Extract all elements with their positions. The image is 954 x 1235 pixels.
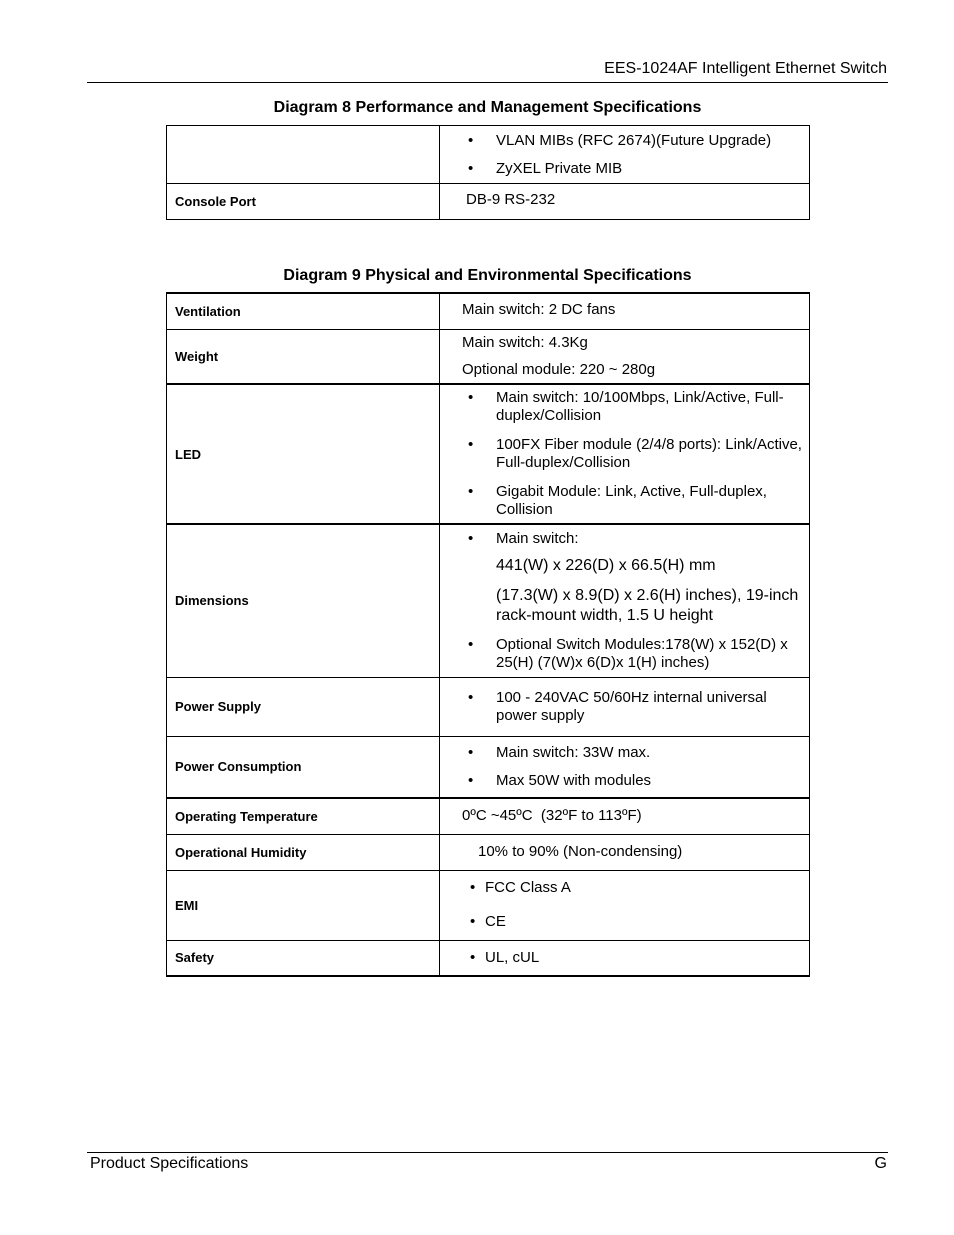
- dimensions-metric: 441(W) x 226(D) x 66.5(H) mm: [496, 556, 716, 574]
- power-supply-label: Power Supply: [167, 677, 440, 736]
- table-row: [167, 940, 810, 976]
- physical-environmental-table: [166, 292, 810, 977]
- led-label: LED: [167, 384, 440, 524]
- emi-label: EMI: [167, 870, 440, 940]
- safety-value: [440, 940, 810, 976]
- footer-section-title: Product Specifications: [90, 1155, 249, 1172]
- power-consumption-value: [440, 736, 810, 798]
- safety-label: Safety: [167, 940, 440, 976]
- table-row: [167, 184, 810, 220]
- table-row: [167, 736, 810, 798]
- list-item: • Max 50W with modules: [440, 772, 809, 790]
- mib-value-cell: [440, 126, 810, 184]
- list-item: • Main switch: 33W max.: [440, 744, 809, 762]
- emi-value: [440, 870, 810, 940]
- table-row: [167, 329, 810, 384]
- operating-temperature-label: Operating Temperature: [167, 798, 440, 834]
- operational-humidity-value: 10% to 90% (Non-condensing): [440, 834, 810, 870]
- footer-page-number: G: [874, 1155, 887, 1172]
- diagram-9-caption: Diagram 9 Physical and Environmental Specifications: [283, 267, 692, 284]
- page-header-title: EES-1024AF Intelligent Ethernet Switch: [604, 60, 887, 77]
- header-divider: [87, 82, 888, 83]
- table-row: [167, 870, 810, 940]
- list-item: • Optional Switch Modules:178(W) x 152(D) x 25(H) (7(W)x 6(D)x 1(H) inches): [440, 636, 809, 672]
- mib-label-cell: [167, 126, 440, 184]
- performance-management-table: [166, 125, 810, 220]
- table-row: [167, 384, 810, 524]
- weight-label: Weight: [167, 329, 440, 384]
- list-item: • 100FX Fiber module (2/4/8 ports): Link/Active, Full-duplex/Collision: [440, 436, 809, 472]
- operating-temperature-value: 0ºC ~45ºC (32ºF to 113ºF): [440, 798, 810, 834]
- console-port-value: DB-9 RS-232: [440, 184, 810, 220]
- diagram-8-caption: Diagram 8 Performance and Management Specifications: [273, 99, 702, 116]
- table-row: [167, 677, 810, 736]
- table-row: [167, 524, 810, 677]
- console-port-label: Console Port: [167, 184, 440, 220]
- table-row: [167, 293, 810, 329]
- power-supply-value: [440, 677, 810, 736]
- footer-divider: [87, 1152, 888, 1153]
- table-row: [167, 798, 810, 834]
- operational-humidity-label: Operational Humidity: [167, 834, 440, 870]
- list-item: • ZyXEL Private MIB: [440, 160, 809, 178]
- table-row: [167, 834, 810, 870]
- weight-value: Main switch: 4.3Kg Optional module: 220 ~ 280g: [440, 329, 810, 384]
- led-value: [440, 384, 810, 524]
- dimensions-label: Dimensions: [167, 524, 440, 677]
- dimensions-value: [440, 524, 810, 677]
- table-row: [167, 126, 810, 184]
- list-item: • CE: [440, 913, 809, 931]
- list-item: • VLAN MIBs (RFC 2674)(Future Upgrade): [440, 132, 809, 150]
- list-item: • Main switch:: [440, 530, 809, 548]
- list-item: • Gigabit Module: Link, Active, Full-duplex, Collision: [440, 483, 809, 519]
- dimensions-imperial: (17.3(W) x 8.9(D) x 2.6(H) inches), 19-inch rack-mount width, 1.5 U height: [496, 586, 799, 624]
- power-consumption-label: Power Consumption: [167, 736, 440, 798]
- ventilation-label: Ventilation: [167, 293, 440, 329]
- list-item: • UL, cUL: [440, 949, 809, 967]
- list-item: • 100 - 240VAC 50/60Hz internal universal power supply: [440, 689, 809, 725]
- list-item: • FCC Class A: [440, 879, 809, 897]
- ventilation-value: Main switch: 2 DC fans: [440, 293, 810, 329]
- list-item: • Main switch: 10/100Mbps, Link/Active, Full-duplex/Collision: [440, 389, 809, 425]
